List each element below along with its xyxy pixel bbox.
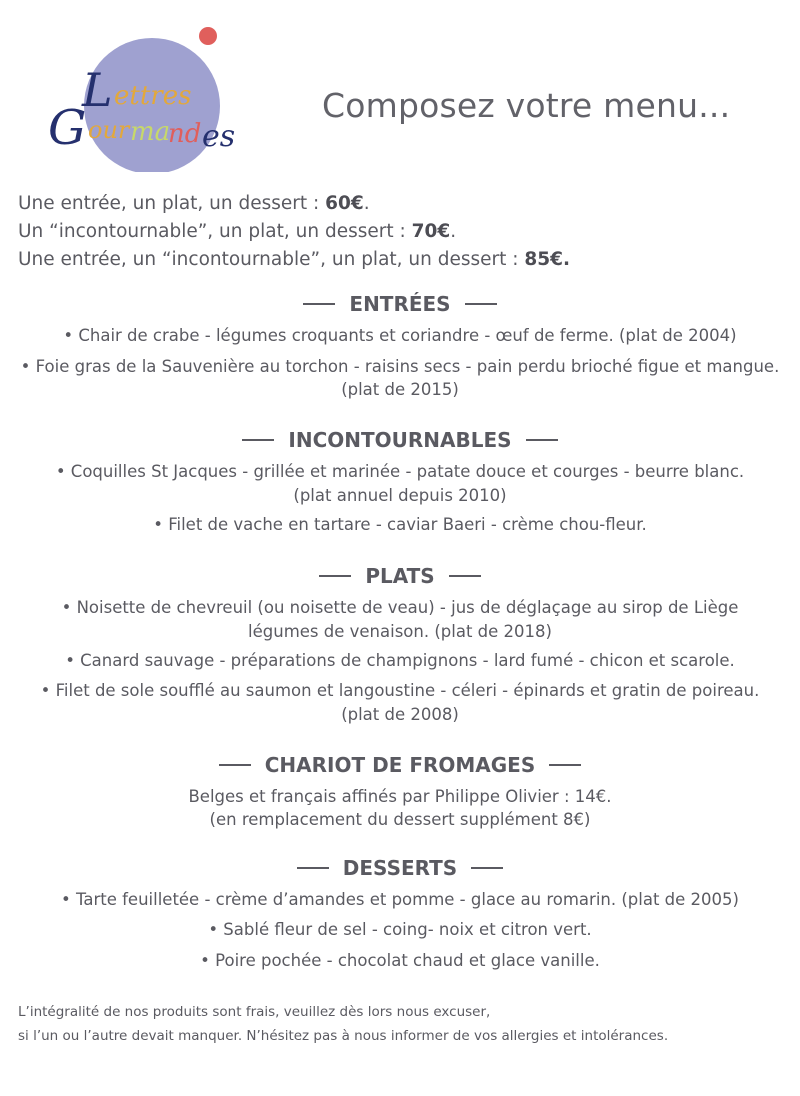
logo-letter-L: L [82,63,113,117]
menu-item: • Chair de crabe - légumes croquants et coriandre - œuf de ferme. (plat de 2004) [63,326,737,345]
heading-label: PLATS [365,564,435,588]
lettres-gourmandes-logo [44,22,294,172]
section-heading-entrees [0,292,800,316]
heading-rule [297,867,329,869]
footer-line: L’intégralité de nos produits sont frais, veuillez dès lors nous excuser, [18,1004,491,1020]
heading-rule [471,867,503,869]
logo-red-dot [199,27,217,45]
heading-rule [549,764,581,766]
footer-note [18,1000,668,1048]
section-heading-fromages [0,753,800,777]
menu-item: légumes de venaison. (plat de 2018) [248,622,552,641]
section-heading-plats [0,564,800,588]
menu-item: Belges et français affinés par Philippe Olivier : 14€. [188,787,612,806]
menu-item: • Foie gras de la Sauvenière au torchon - raisins secs - pain perdu brioché figue et mangue. [20,357,780,376]
pricing-line: Une entrée, un “incontournable”, un plat, un dessert : 85€. [18,249,571,270]
logo-word-nd: nd [168,119,202,149]
logo-letter-G: G [48,100,87,156]
menu-item: • Canard sauvage - préparations de champignons - lard fumé - chicon et scarole. [65,651,735,670]
heading-rule [319,575,351,577]
heading-rule [465,303,497,305]
heading-rule [219,764,251,766]
heading-rule [449,575,481,577]
heading-label: CHARIOT DE FROMAGES [264,753,536,777]
heading-rule [526,439,558,441]
menu-item: (en remplacement du dessert supplément 8€) [209,810,591,829]
menu-item: • Coquilles St Jacques - grillée et marinée - patate douce et courges - beurre blanc. [55,462,745,481]
heading-rule [242,439,274,441]
heading-label: DESSERTS [342,856,458,880]
menu-item: • Filet de vache en tartare - caviar Baeri - crème chou-fleur. [153,515,647,534]
section-heading-desserts [0,856,800,880]
menu-item: (plat annuel depuis 2010) [293,486,507,505]
menu-item: • Poire pochée - chocolat chaud et glace vanille. [200,951,600,970]
menu-item: • Filet de sole soufflé au saumon et langoustine - céleri - épinards et gratin de poireau. [40,681,760,700]
section-heading-incontournables [0,428,800,452]
logo-word-our: our [88,116,130,144]
menu-item: • Sablé fleur de sel - coing- noix et citron vert. [208,920,592,939]
page-title: Composez votre menu... [322,86,731,125]
menu-item: • Tarte feuilletée - crème d’amandes et pomme - glace au romarin. (plat de 2005) [61,890,739,909]
menu-item: • Noisette de chevreuil (ou noisette de veau) - jus de déglaçage au sirop de Liège [61,598,739,617]
heading-label: INCONTOURNABLES [288,428,512,452]
heading-label: ENTRÉES [349,292,451,316]
pricing-block [18,190,570,274]
pricing-line: Une entrée, un plat, un dessert : 60€. [18,193,370,214]
pricing-line: Un “incontournable”, un plat, un dessert : 70€. [18,221,457,242]
heading-rule [303,303,335,305]
logo-word-es: es [202,119,236,154]
footer-line: si l’un ou l’autre devait manquer. N’hésitez pas à nous informer de vos allergies et intolérances. [18,1028,669,1044]
logo-word-ma: ma [130,117,171,147]
logo-word-ettres: ettres [114,81,192,111]
menu-item: (plat de 2008) [341,705,459,724]
menu-item: (plat de 2015) [341,380,459,399]
